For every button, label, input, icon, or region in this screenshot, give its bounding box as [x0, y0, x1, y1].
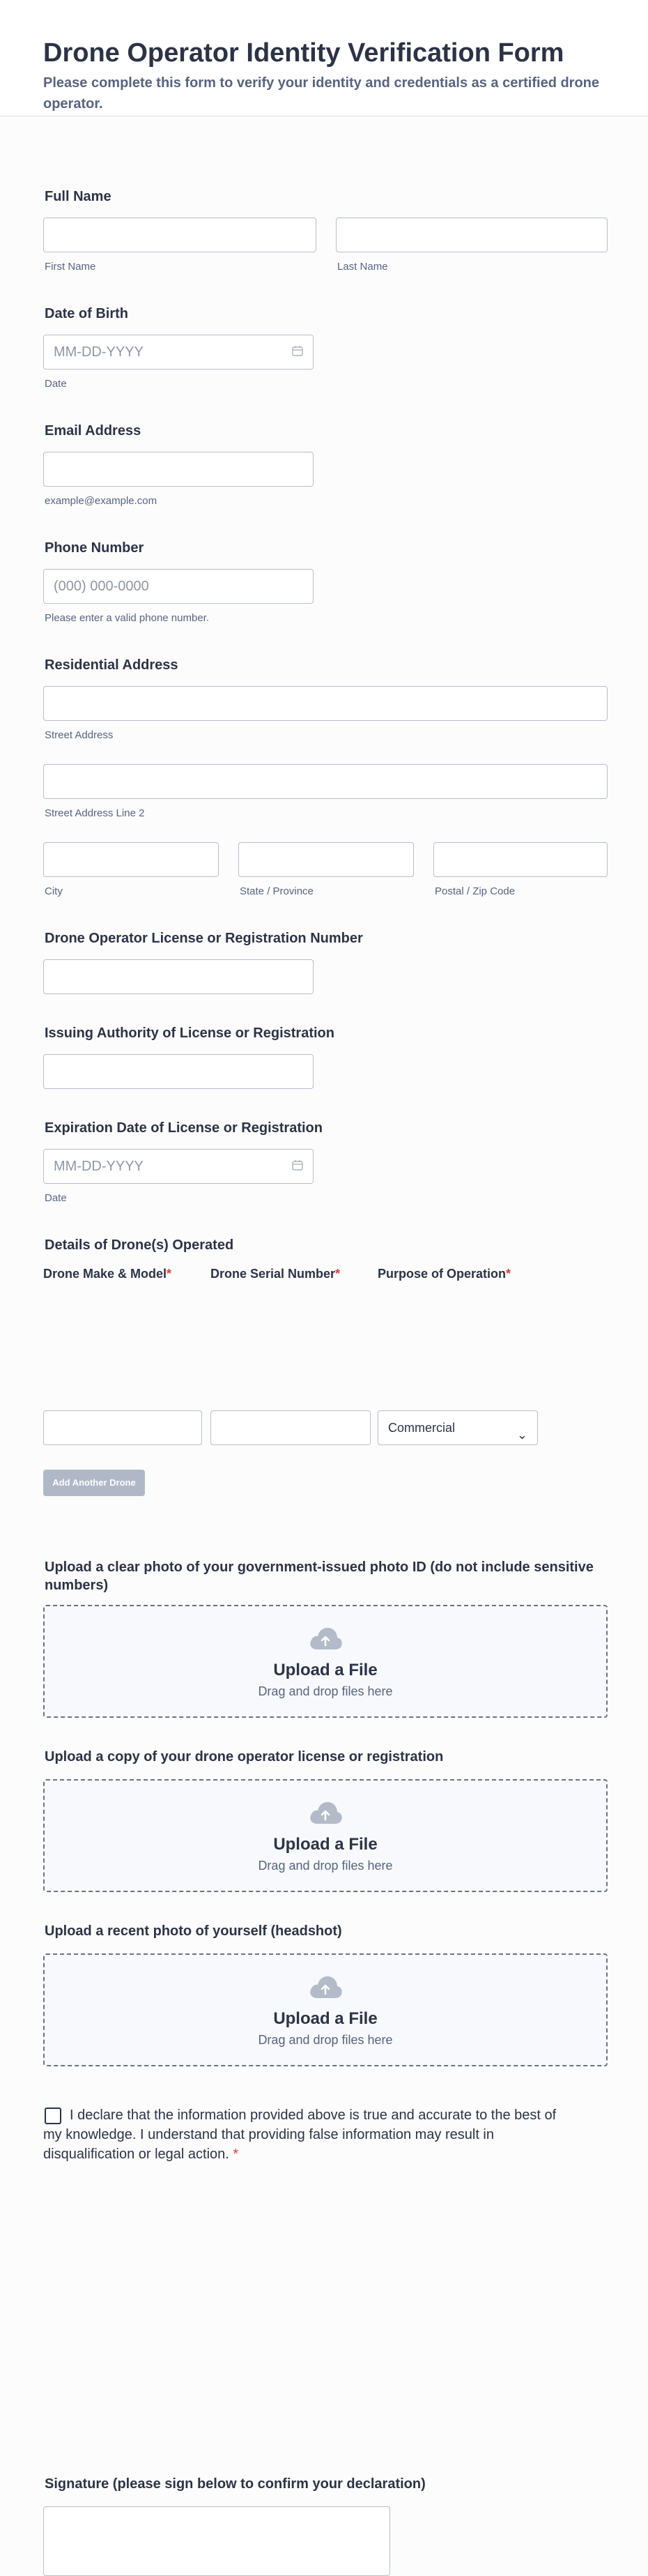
upload-id-dropzone[interactable]	[43, 1605, 608, 1718]
street-address-line2-sublabel: Street Address Line 2	[45, 807, 145, 819]
drone-serial-input[interactable]	[210, 1410, 371, 1445]
col-drone-serial-text: Drone Serial Number	[210, 1267, 336, 1281]
last-name-sublabel: Last Name	[337, 261, 388, 273]
expiration-input[interactable]	[43, 1149, 314, 1184]
add-another-drone-button[interactable]: Add Another Drone	[43, 1470, 145, 1496]
street-address-sublabel: Street Address	[45, 729, 114, 741]
required-mark: *	[167, 1267, 172, 1281]
declaration-text	[43, 2105, 559, 2164]
license-number-input[interactable]	[43, 959, 314, 994]
address-label: Residential Address	[45, 657, 178, 673]
upload-subtitle: Drag and drop files here	[258, 2033, 393, 2047]
first-name-input[interactable]	[43, 218, 316, 252]
state-sublabel: State / Province	[240, 885, 314, 897]
cloud-upload-icon	[307, 1973, 344, 2001]
col-purpose-text: Purpose of Operation	[378, 1267, 507, 1281]
dob-placeholder: MM-DD-YYYY	[54, 344, 144, 360]
upload-subtitle: Drag and drop files here	[258, 1684, 393, 1698]
email-label: Email Address	[45, 423, 141, 439]
email-sublabel: example@example.com	[45, 495, 157, 507]
phone-input[interactable]	[43, 569, 314, 604]
upload-subtitle: Drag and drop files here	[258, 1859, 393, 1873]
dob-label: Date of Birth	[45, 306, 128, 321]
drones-label: Details of Drone(s) Operated	[45, 1237, 234, 1253]
calendar-icon[interactable]	[292, 345, 303, 356]
col-drone-serial	[210, 1267, 340, 1281]
street-address-input[interactable]	[43, 686, 608, 721]
upload-title: Upload a File	[273, 1835, 378, 1854]
col-drone-make-text: Drone Make & Model	[43, 1267, 167, 1281]
purpose-select[interactable]	[378, 1410, 538, 1445]
expiration-sublabel: Date	[45, 1192, 67, 1204]
dob-input[interactable]	[43, 335, 314, 369]
zip-input[interactable]	[433, 842, 608, 877]
drone-make-input[interactable]	[43, 1410, 202, 1445]
email-input[interactable]	[43, 452, 314, 487]
calendar-icon[interactable]	[292, 1159, 303, 1171]
issuing-authority-label: Issuing Authority of License or Registration	[45, 1026, 334, 1041]
last-name-input[interactable]	[336, 218, 608, 252]
phone-sublabel: Please enter a valid phone number.	[45, 612, 209, 624]
signature-label: Signature (please sign below to confirm your declaration)	[45, 2476, 426, 2492]
cloud-upload-icon	[307, 1624, 344, 1652]
form-header	[0, 0, 648, 116]
chevron-down-icon: ⌄	[516, 1428, 527, 1442]
phone-label: Phone Number	[45, 540, 144, 556]
first-name-sublabel: First Name	[45, 261, 96, 273]
state-input[interactable]	[238, 842, 414, 877]
required-mark: *	[233, 2147, 239, 2162]
full-name-label: Full Name	[45, 189, 111, 204]
license-number-label: Drone Operator License or Registration Number	[45, 931, 363, 946]
col-purpose	[378, 1267, 511, 1281]
dob-sublabel: Date	[45, 378, 67, 390]
upload-title: Upload a File	[273, 2009, 378, 2028]
street-address-line2-input[interactable]	[43, 764, 608, 799]
city-input[interactable]	[43, 842, 219, 877]
expiration-placeholder: MM-DD-YYYY	[54, 1159, 144, 1174]
signature-pad[interactable]	[43, 2506, 390, 2576]
upload-headshot-label: Upload a recent photo of yourself (headshot)	[45, 1923, 342, 1939]
upload-headshot-dropzone[interactable]	[43, 1953, 608, 2066]
upload-license-dropzone[interactable]	[43, 1779, 608, 1892]
page-subtitle: Please complete this form to verify your identity and credentials as a certified drone operator.	[43, 75, 600, 112]
upload-id-label: Upload a clear photo of your government-issued photo ID (do not include sensitive numbers)	[45, 1560, 594, 1593]
upload-title: Upload a File	[273, 1661, 378, 1679]
col-drone-make	[43, 1267, 171, 1281]
cloud-upload-icon	[307, 1799, 344, 1827]
purpose-selected-value: Commercial	[388, 1421, 456, 1435]
required-mark: *	[506, 1267, 511, 1281]
declaration-text-content: I declare that the information provided above is true and accurate to the best of my knowledge. I understand that providing false information may result in disqualification or legal action.	[43, 2108, 557, 2162]
city-sublabel: City	[45, 885, 63, 897]
expiration-label: Expiration Date of License or Registration	[45, 1120, 323, 1136]
upload-license-label: Upload a copy of your drone operator license or registration	[45, 1749, 444, 1765]
zip-sublabel: Postal / Zip Code	[435, 885, 516, 897]
page-title: Drone Operator Identity Verification Form	[43, 38, 564, 68]
phone-placeholder: (000) 000-0000	[54, 579, 149, 594]
required-mark: *	[335, 1267, 341, 1281]
issuing-authority-input[interactable]	[43, 1054, 314, 1089]
